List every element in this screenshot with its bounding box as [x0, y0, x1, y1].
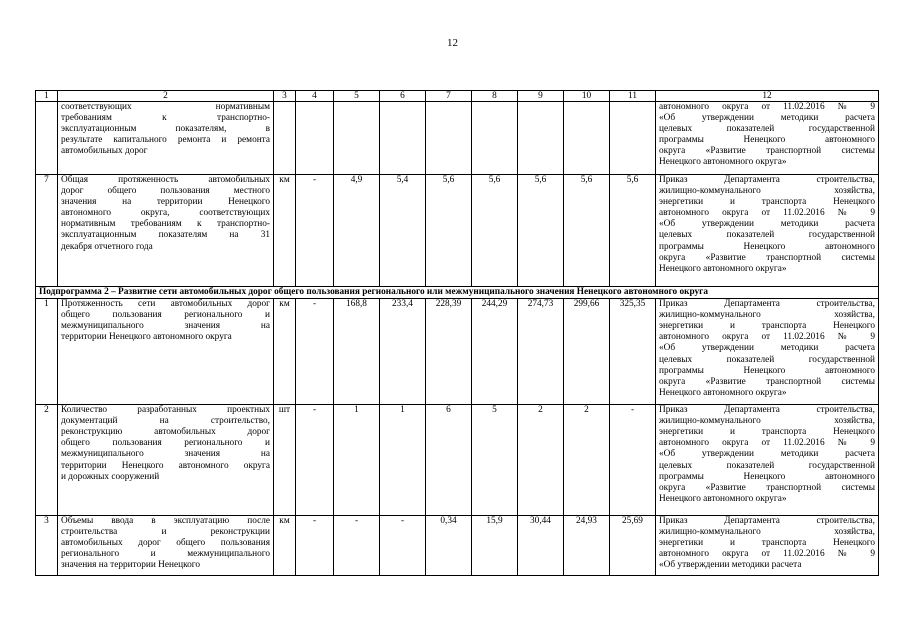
column-header: 2	[58, 91, 274, 102]
text-line: соответствующих нормативным	[61, 102, 270, 112]
text-line: программы Ненецкого автономного	[659, 365, 875, 376]
text-line: Приказ Департамента строительства,	[659, 175, 875, 185]
text-line: регионального и межмуниципального	[61, 549, 270, 560]
table-row	[36, 102, 879, 175]
page-number: 12	[447, 37, 458, 49]
text-line: «Об утверждении методики расчета	[659, 113, 875, 124]
value-cell: 5,6	[426, 175, 472, 287]
value-cell: 299,66	[564, 299, 610, 405]
text-line: целевых показателей государственной	[659, 354, 875, 365]
source-document	[656, 516, 879, 576]
column-header: 11	[610, 91, 656, 102]
value-cell: -	[296, 516, 334, 576]
text-line: нормативным требованиям к транспортно-	[61, 219, 270, 230]
indicator-name	[58, 516, 274, 576]
indicator-name	[58, 405, 274, 516]
text-line: Протяженность сети автомобильных дорог	[61, 299, 270, 310]
text-line: целевых показателей государственной	[659, 124, 875, 135]
column-header: 1	[36, 91, 58, 102]
text-line: Общая протяженность автомобильных	[61, 175, 270, 185]
text-line: округа «Развитие транспортной системы	[659, 482, 875, 493]
unit-cell: км	[274, 299, 296, 405]
row-number: 3	[36, 516, 58, 576]
value-cell: 168,8	[334, 299, 380, 405]
text-line: эксплуатационным показателям, в	[61, 124, 270, 135]
table-row	[36, 405, 879, 516]
text-line: округа «Развитие транспортной системы	[659, 376, 875, 387]
text-line: автономного округа от 11.02.2016 № 9	[659, 549, 875, 560]
text-line: Ненецкого автономного округа»	[659, 157, 787, 168]
text-line: Количество разработанных проектных	[61, 405, 270, 416]
column-header: 12	[656, 91, 879, 102]
value-cell: 1	[380, 405, 426, 516]
text-line: энергетики и транспорта Ненецкого	[659, 427, 875, 438]
value-cell: 228,39	[426, 299, 472, 405]
text-line: автономного округа от 11.02.2016 № 9	[659, 438, 875, 449]
text-line: общего пользования регионального и	[61, 310, 270, 321]
value-cell	[380, 102, 426, 175]
row-number	[36, 102, 58, 175]
value-cell: 25,69	[610, 516, 656, 576]
text-line: территории Ненецкого автономного округа	[61, 460, 270, 471]
row-number: 7	[36, 175, 58, 287]
value-cell: 15,9	[472, 516, 518, 576]
column-number-header	[36, 91, 879, 102]
unit-cell: шт	[274, 405, 296, 516]
subprogram-title: Подпрограмма 2 – Развитие сети автомобильных дорог общего пользования регионального или межмуниципального значения Ненецкого автономного округа	[36, 287, 879, 299]
table-body	[36, 91, 879, 576]
value-cell: 5,6	[472, 175, 518, 287]
text-line: энергетики и транспорта Ненецкого	[659, 197, 875, 208]
text-line: «Об утверждении методики расчета	[659, 343, 875, 354]
text-line: жилищно-коммунального хозяйства,	[659, 310, 875, 321]
column-header: 8	[472, 91, 518, 102]
indicator-name	[58, 102, 274, 175]
value-cell: -	[380, 516, 426, 576]
value-cell: 2	[564, 405, 610, 516]
text-line: целевых показателей государственной	[659, 460, 875, 471]
text-line: целевых показателей государственной	[659, 230, 875, 241]
unit-cell: км	[274, 175, 296, 287]
value-cell: 274,73	[518, 299, 564, 405]
column-header: 9	[518, 91, 564, 102]
value-cell: 30,44	[518, 516, 564, 576]
column-header: 7	[426, 91, 472, 102]
text-line: «Об утверждении методики расчета	[659, 219, 875, 230]
column-header: 3	[274, 91, 296, 102]
text-line: и дорожных сооружений	[61, 471, 160, 482]
text-line: значения на территории Ненецкого	[61, 560, 200, 571]
subprogram-row	[36, 287, 879, 299]
value-cell: 24,93	[564, 516, 610, 576]
text-line: «Об утверждении методики расчета	[659, 449, 875, 460]
table-row	[36, 516, 879, 576]
text-line: автономного округа от 11.02.2016 № 9	[659, 208, 875, 219]
text-line: документаций на строительство,	[61, 416, 270, 427]
value-cell	[610, 102, 656, 175]
text-line: эксплуатационным показателям на 31	[61, 230, 270, 241]
value-cell	[518, 102, 564, 175]
value-cell: 4,9	[334, 175, 380, 287]
text-line: Приказ Департамента строительства,	[659, 405, 875, 416]
value-cell	[472, 102, 518, 175]
value-cell: 325,35	[610, 299, 656, 405]
unit-cell	[274, 102, 296, 175]
text-line: автомобильных дорог	[61, 146, 148, 157]
text-line: автономного округа от 11.02.2016 № 9	[659, 332, 875, 343]
text-line: территории Ненецкого автономного округа	[61, 332, 232, 343]
text-line: декабря отчетного года	[61, 241, 153, 252]
value-cell: 233,4	[380, 299, 426, 405]
unit-cell: км	[274, 516, 296, 576]
value-cell: 0,34	[426, 516, 472, 576]
indicators-table	[35, 90, 879, 576]
value-cell	[296, 102, 334, 175]
text-line: жилищно-коммунального хозяйства,	[659, 527, 875, 538]
source-document	[656, 175, 879, 287]
column-header: 4	[296, 91, 334, 102]
column-header: 5	[334, 91, 380, 102]
value-cell: 5,6	[518, 175, 564, 287]
text-line: межмуниципального значения на	[61, 321, 270, 332]
value-cell	[334, 102, 380, 175]
value-cell: 1	[334, 405, 380, 516]
text-line: строительства и реконструкции	[61, 527, 270, 538]
table-row	[36, 175, 879, 287]
text-line: энергетики и транспорта Ненецкого	[659, 321, 875, 332]
text-line: требованиям к транспортно-	[61, 113, 270, 124]
text-line: округа «Развитие транспортной системы	[659, 146, 875, 157]
column-header: 10	[564, 91, 610, 102]
value-cell: 5,6	[564, 175, 610, 287]
indicator-name	[58, 175, 274, 287]
row-number: 2	[36, 405, 58, 516]
value-cell: 5,6	[610, 175, 656, 287]
value-cell: 6	[426, 405, 472, 516]
row-number: 1	[36, 299, 58, 405]
text-line: программы Ненецкого автономного	[659, 241, 875, 252]
text-line: Ненецкого автономного округа»	[659, 387, 787, 398]
value-cell: 244,29	[472, 299, 518, 405]
text-line: «Об утверждении методики расчета	[659, 560, 802, 571]
text-line: энергетики и транспорта Ненецкого	[659, 538, 875, 549]
text-line: Приказ Департамента строительства,	[659, 299, 875, 310]
text-line: общего пользования регионального и	[61, 438, 270, 449]
value-cell	[564, 102, 610, 175]
source-document	[656, 405, 879, 516]
indicator-name	[58, 299, 274, 405]
value-cell: -	[610, 405, 656, 516]
text-line: Объемы ввода в эксплуатацию после	[61, 516, 270, 527]
table-row	[36, 299, 879, 405]
source-document	[656, 102, 879, 175]
text-line: жилищно-коммунального хозяйства,	[659, 186, 875, 197]
text-line: значения на территории Ненецкого	[61, 197, 270, 208]
text-line: реконструкцию автомобильных дорог	[61, 427, 270, 438]
value-cell: -	[296, 175, 334, 287]
text-line: Ненецкого автономного округа»	[659, 263, 787, 274]
text-line: автономного округа от 11.02.2016 № 9	[659, 102, 875, 112]
text-line: программы Ненецкого автономного	[659, 135, 875, 146]
text-line: жилищно-коммунального хозяйства,	[659, 416, 875, 427]
text-line: округа «Развитие транспортной системы	[659, 252, 875, 263]
value-cell: 5	[472, 405, 518, 516]
source-document	[656, 299, 879, 405]
value-cell: -	[296, 405, 334, 516]
text-line: Приказ Департамента строительства,	[659, 516, 875, 527]
value-cell: 5,4	[380, 175, 426, 287]
column-header: 6	[380, 91, 426, 102]
text-line: результате капитального ремонта и ремонта	[61, 135, 270, 146]
value-cell: -	[334, 516, 380, 576]
text-line: Ненецкого автономного округа»	[659, 493, 787, 504]
value-cell: -	[296, 299, 334, 405]
value-cell	[426, 102, 472, 175]
text-line: программы Ненецкого автономного	[659, 471, 875, 482]
value-cell: 2	[518, 405, 564, 516]
text-line: автономного округа, соответствующих	[61, 208, 270, 219]
text-line: дорог общего пользования местного	[61, 186, 270, 197]
text-line: автомобильных дорог общего пользования	[61, 538, 270, 549]
text-line: межмуниципального значения на	[61, 449, 270, 460]
